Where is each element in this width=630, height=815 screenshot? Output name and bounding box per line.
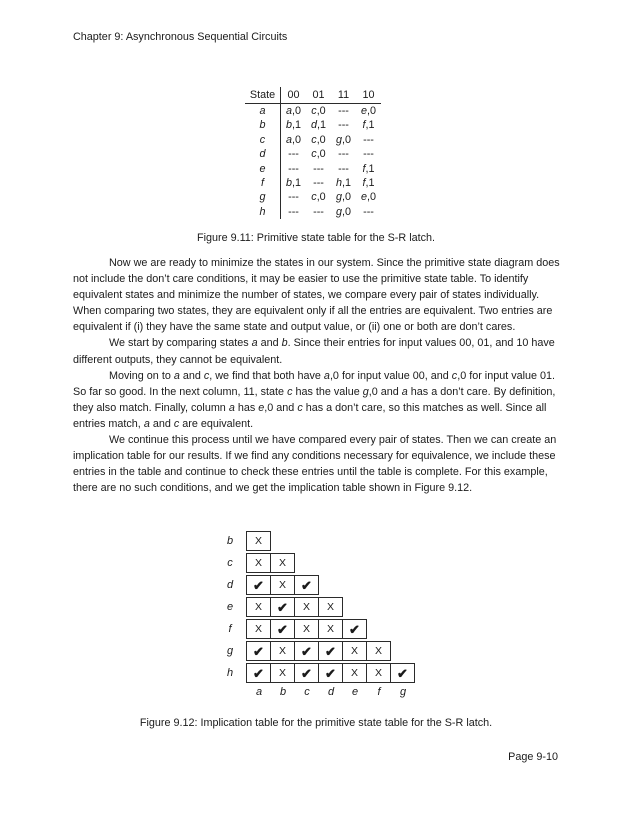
implication-col-labels xyxy=(247,686,415,698)
implication-cell: X xyxy=(270,553,295,573)
state-table-cell: a,0 xyxy=(285,105,302,117)
figure-9-12-caption: Figure 9.12: Implication table for the primitive state table for the S-R latch. xyxy=(139,717,493,729)
implication-cell: X xyxy=(294,619,319,639)
implication-cell: X xyxy=(366,663,391,683)
state-table-body xyxy=(245,104,381,220)
implication-row xyxy=(214,597,415,617)
figure-9-11-caption: Figure 9.11: Primitive state table for the S-R latch. xyxy=(196,232,436,244)
implication-cell: ✔ xyxy=(294,575,319,595)
implication-col-label: g xyxy=(399,686,407,698)
paragraph: We continue this process until we have compared every pair of states. Then we can create an implication table for our results. If we find any conditions necessary for equivalence, we include these entries in the table and continue to check these entries until the table is complete. For this example, there are no such conditions, and we get the implication table shown in Figure 9.12. xyxy=(73,434,557,495)
state-table-cell: f,1 xyxy=(362,177,375,190)
implication-cell: X xyxy=(246,597,271,617)
state-table-cell: b,1 xyxy=(285,119,302,132)
implication-cell: X xyxy=(246,553,271,573)
implication-cell: X xyxy=(342,641,367,661)
implication-cell: X xyxy=(342,663,367,683)
implication-col-label: d xyxy=(327,686,335,698)
state-table-cell: b,1 xyxy=(285,177,302,190)
implication-row xyxy=(214,575,415,595)
primitive-state-table xyxy=(245,87,381,219)
state-table-col-header: 01 xyxy=(306,87,331,104)
implication-col-label: c xyxy=(304,686,310,698)
implication-cell: X xyxy=(270,663,295,683)
state-table-state-cell: a xyxy=(245,104,281,119)
state-table-cell: --- xyxy=(338,119,349,132)
state-table-col-header: 10 xyxy=(356,87,381,104)
implication-table xyxy=(214,531,415,698)
implication-col-label: a xyxy=(255,686,263,698)
state-table-cell: c,0 xyxy=(311,148,326,161)
implication-cell: X xyxy=(246,619,271,639)
state-table-state-cell: b xyxy=(245,118,281,132)
state-table-state-cell: d xyxy=(245,147,281,161)
state-table-cell: d,1 xyxy=(310,119,327,132)
implication-row xyxy=(214,663,415,683)
state-table-cell: --- xyxy=(338,105,349,117)
implication-row-label: h xyxy=(226,667,234,679)
implication-row-label: g xyxy=(226,645,234,657)
implication-cell: ✔ xyxy=(246,575,271,595)
state-table-cell: --- xyxy=(288,148,299,161)
state-table-cell: --- xyxy=(313,162,324,175)
implication-row-label: d xyxy=(226,579,234,591)
state-table-cell: --- xyxy=(313,177,324,190)
implication-row-label: c xyxy=(227,557,233,569)
body-text xyxy=(73,255,567,496)
state-table-row xyxy=(245,190,381,204)
state-table-cell: f,1 xyxy=(362,162,375,175)
state-table-row xyxy=(245,147,381,161)
implication-cell: X xyxy=(246,531,271,551)
state-table-cell: --- xyxy=(313,205,324,218)
state-table-state-cell: h xyxy=(245,205,281,219)
state-table-col-header: 00 xyxy=(281,87,307,104)
state-table-row xyxy=(245,162,381,176)
state-table-cell: g,0 xyxy=(335,205,352,218)
paragraph: Moving on to a and c, we find that both have a,0 for input value 00, and c,0 for input value 01. So far so good. In the next column, 11, state c has the value g,0 and a has a don’t care. By definition, they also match. Finally, column a has e,0 and c has a don’t care, so this matches as well. Since all entries match, a and c are equivalent. xyxy=(73,369,556,430)
state-table-cell: --- xyxy=(363,133,374,146)
state-table-cell: h,1 xyxy=(335,177,352,190)
implication-cell: X xyxy=(294,597,319,617)
implication-row xyxy=(214,553,415,573)
state-table-row xyxy=(245,133,381,147)
state-table-row xyxy=(245,104,381,119)
implication-cell: ✔ xyxy=(342,619,367,639)
state-table-state-cell: g xyxy=(245,190,281,204)
implication-cell: X xyxy=(318,597,343,617)
state-table-cell: c,0 xyxy=(311,133,326,146)
implication-row xyxy=(214,619,415,639)
state-table-cell: --- xyxy=(338,162,349,175)
implication-cell: ✔ xyxy=(294,663,319,683)
state-table-cell: c,0 xyxy=(311,191,326,204)
state-table-header-row xyxy=(245,87,381,104)
implication-grid xyxy=(214,531,415,698)
page-number: Page 9-10 xyxy=(508,751,558,763)
state-table-cell: a,0 xyxy=(285,133,302,146)
implication-cell: X xyxy=(366,641,391,661)
state-table-col-header: State xyxy=(245,87,281,104)
implication-cell: X xyxy=(270,641,295,661)
state-table-cell: --- xyxy=(288,191,299,204)
paragraph: We start by comparing states a and b. Since their entries for input values 00, 01, and 10 have different outputs, they cannot be equivalent. xyxy=(73,337,555,366)
state-table-cell: c,0 xyxy=(311,105,326,117)
implication-col-label: e xyxy=(351,686,359,698)
implication-row-label: e xyxy=(226,601,234,613)
implication-col-label: b xyxy=(279,686,287,698)
state-table-cell: g,0 xyxy=(335,133,352,146)
state-table-cell: e,0 xyxy=(360,105,377,117)
implication-cell: X xyxy=(270,575,295,595)
state-table-col-header: 11 xyxy=(331,87,356,104)
state-table-row xyxy=(245,118,381,132)
state-table-cell: --- xyxy=(338,148,349,161)
state-table-cell: --- xyxy=(363,148,374,161)
state-table-cell: --- xyxy=(288,162,299,175)
implication-cell: ✔ xyxy=(246,641,271,661)
paragraph: Now we are ready to minimize the states in our system. Since the primitive state diagram does not include the don’t care conditions, it may be easier to use the primitive state table. To identify equivalent states and minimize the number of states, we compare every pair of states individually. When comparing two states, they are equivalent only if all the entries are equivalent. Two entries are equivalent if (i) they have the same state and output value, or (ii) one or both are don’t cares. xyxy=(73,257,560,334)
implication-cell: ✔ xyxy=(270,597,295,617)
implication-cell: X xyxy=(318,619,343,639)
implication-cell: ✔ xyxy=(294,641,319,661)
page-header: Chapter 9: Asynchronous Sequential Circuits xyxy=(73,31,288,43)
implication-cell: ✔ xyxy=(270,619,295,639)
implication-cell: ✔ xyxy=(246,663,271,683)
state-table-cell: --- xyxy=(288,205,299,218)
state-table-state-cell: c xyxy=(245,133,281,147)
implication-cell: ✔ xyxy=(318,641,343,661)
state-table-row xyxy=(245,176,381,190)
state-table-cell: g,0 xyxy=(335,191,352,204)
state-table-row xyxy=(245,205,381,219)
state-table-state-cell: f xyxy=(245,176,281,190)
implication-col-label: f xyxy=(377,686,381,698)
implication-cell: ✔ xyxy=(390,663,415,683)
implication-row xyxy=(214,531,415,551)
state-table-cell: --- xyxy=(363,205,374,218)
implication-row-label: b xyxy=(226,535,234,547)
state-table-cell: f,1 xyxy=(362,119,375,132)
implication-row-label: f xyxy=(228,623,232,635)
implication-cell: ✔ xyxy=(318,663,343,683)
implication-row xyxy=(214,641,415,661)
state-table-state-cell: e xyxy=(245,162,281,176)
state-table-cell: e,0 xyxy=(360,191,377,204)
